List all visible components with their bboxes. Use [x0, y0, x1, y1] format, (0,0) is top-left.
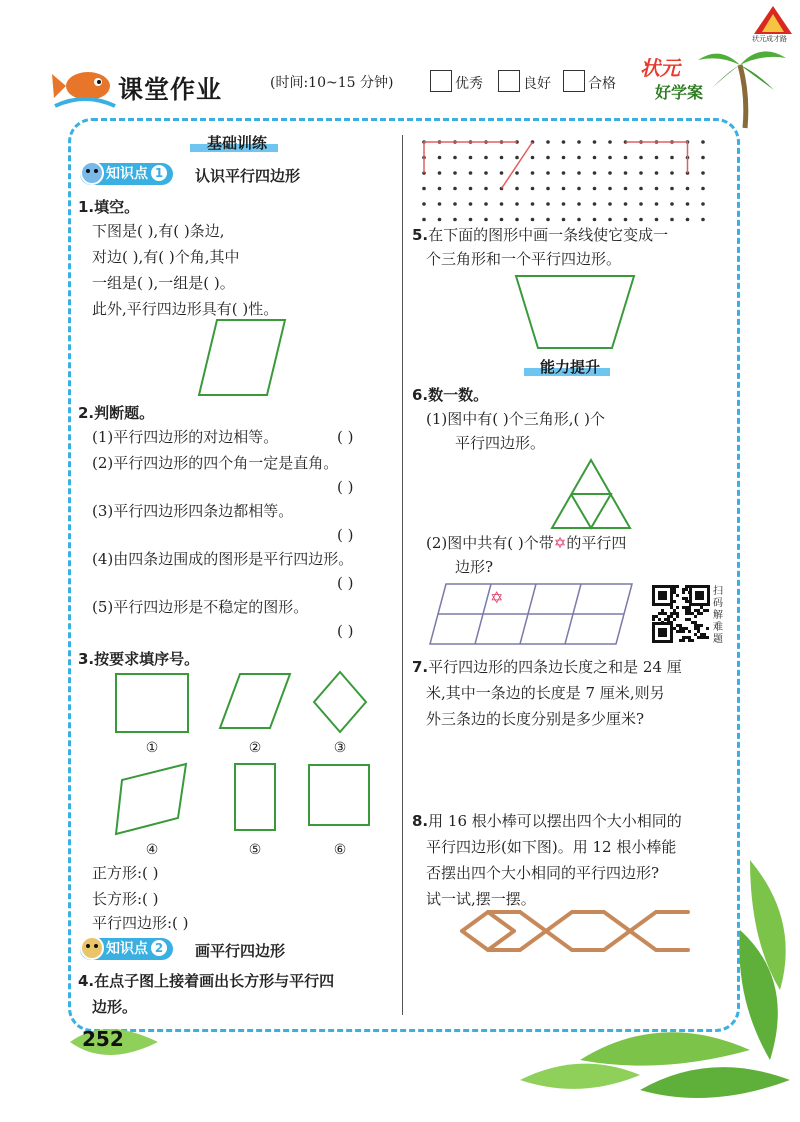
shape-label-6: ⑥	[333, 842, 347, 858]
question-5-line: 5.在下面的图形中画一条线使它变成一	[412, 226, 669, 244]
question-6-part1-line: (1)图中有( )个三角形,( )个	[426, 410, 605, 428]
mascot-bear-icon	[78, 159, 106, 187]
time-limit: (时间:10~15 分钟)	[270, 75, 394, 91]
question-7-line: 外三条边的长度分别是多少厘米?	[426, 710, 645, 728]
shape-label-5: ⑤	[248, 842, 262, 858]
judgment-answer-2[interactable]: ( )	[337, 478, 354, 496]
question-1-stem: 1.填空。	[78, 198, 140, 216]
judgment-item-3: (3)平行四边形四条边都相等。	[92, 502, 294, 520]
question-6-part1-line: 平行四边形。	[455, 434, 546, 452]
grid-star-icon: ✡	[490, 588, 504, 607]
knowledge-point-title-2: 画平行四边形	[195, 942, 286, 960]
question-7-line: 米,其中一条边的长度是 7 厘米,则另	[426, 684, 665, 702]
qr-code-icon[interactable]	[652, 585, 710, 643]
question-8-line: 8.用 16 根小棒可以摆出四个大小相同的	[412, 812, 682, 830]
shape-label-4: ④	[145, 842, 159, 858]
judgment-item-5: (5)平行四边形是不稳定的图形。	[92, 598, 309, 616]
star-icon: ✡	[553, 534, 567, 552]
shape-1-rectangle	[112, 672, 192, 736]
shape-6-square	[306, 762, 372, 830]
question-1-line: 此外,平行四边形具有( )性。	[92, 300, 279, 318]
question-8-line: 否摆出四个大小相同的平行四边形?	[426, 864, 660, 882]
trapezoid-figure[interactable]	[512, 272, 638, 352]
shape-5-rectangle	[232, 762, 278, 832]
judgment-item-2: (2)平行四边形的四个角一定是直角。	[92, 454, 339, 472]
shape-label-2: ②	[248, 740, 262, 756]
judgment-item-1: (1)平行四边形的对边相等。	[92, 428, 279, 446]
question-1-line: 对边( ),有( )个角,其中	[92, 248, 240, 266]
question-6-part2-line: (2)图中共有( )个带✡的平行四	[426, 534, 627, 552]
question-5-line: 个三角形和一个平行四边形。	[426, 250, 622, 268]
shape-3-rhombus	[312, 670, 368, 734]
question-6-part2-line: 边形?	[455, 558, 494, 576]
rating-box-excellent[interactable]	[430, 70, 452, 92]
corner-logo-text: 状元成才路	[752, 35, 787, 43]
brand-subname: 好学案	[655, 83, 704, 102]
judgment-answer-4[interactable]: ( )	[337, 574, 354, 592]
parallelogram-figure	[195, 315, 295, 400]
judgment-item-4: (4)由四条边围成的图形是平行四边形。	[92, 550, 354, 568]
brand-name: 状元	[640, 56, 680, 80]
mascot-fish-icon	[50, 62, 120, 112]
shape-label-1: ①	[145, 740, 159, 756]
page-header-title: 课堂作业	[118, 75, 223, 104]
qr-label: 扫码解难题	[713, 586, 723, 645]
shape-4-parallelogram	[112, 762, 192, 838]
judgment-answer-5[interactable]: ( )	[337, 622, 354, 640]
answer-square[interactable]: 正方形:( )	[92, 864, 159, 882]
triangle-figure	[548, 456, 634, 532]
column-divider	[402, 135, 403, 1015]
question-7-line: 7.平行四边形的四条边长度之和是 24 厘	[412, 658, 682, 676]
rating-label-pass: 合格	[588, 76, 616, 92]
question-8-line: 平行四边形(如下图)。用 12 根小棒能	[426, 838, 677, 856]
rating-label-excellent: 优秀	[455, 76, 483, 92]
page-number: 252	[82, 1027, 124, 1051]
question-1-line: 一组是( ),一组是( )。	[92, 274, 235, 292]
question-1-line: 下图是( ),有( )条边,	[92, 222, 225, 240]
question-2-stem: 2.判断题。	[78, 404, 155, 422]
section-title-advanced: 能力提升	[539, 358, 600, 376]
shape-2-parallelogram	[218, 672, 294, 732]
section-title-basic: 基础训练	[206, 134, 267, 152]
sticks-figure	[458, 906, 698, 956]
knowledge-point-badge-2: 知识点 2	[80, 938, 173, 960]
answer-parallelogram[interactable]: 平行四边形:( )	[92, 914, 189, 932]
answer-rectangle[interactable]: 长方形:( )	[92, 890, 159, 908]
question-6-stem: 6.数一数。	[412, 386, 489, 404]
knowledge-point-badge-1: 知识点 1	[80, 163, 173, 185]
knowledge-point-title-1: 认识平行四边形	[195, 167, 301, 185]
question-4-line: 4.在点子图上接着画出长方形与平行四	[78, 972, 335, 990]
question-4-line: 边形。	[92, 998, 138, 1016]
mascot-bear-icon	[78, 934, 106, 962]
parallelogram-grid-figure	[426, 580, 636, 650]
rating-box-pass[interactable]	[563, 70, 585, 92]
palm-tree-icon	[690, 40, 790, 130]
question-8-line: 试一试,摆一摆。	[426, 890, 536, 908]
dot-grid[interactable]	[420, 138, 720, 220]
rating-box-good[interactable]	[498, 70, 520, 92]
question-3-stem: 3.按要求填序号。	[78, 650, 200, 668]
judgment-answer-1[interactable]: ( )	[337, 428, 354, 446]
rating-label-good: 良好	[523, 76, 551, 92]
judgment-answer-3[interactable]: ( )	[337, 526, 354, 544]
shape-label-3: ③	[333, 740, 347, 756]
